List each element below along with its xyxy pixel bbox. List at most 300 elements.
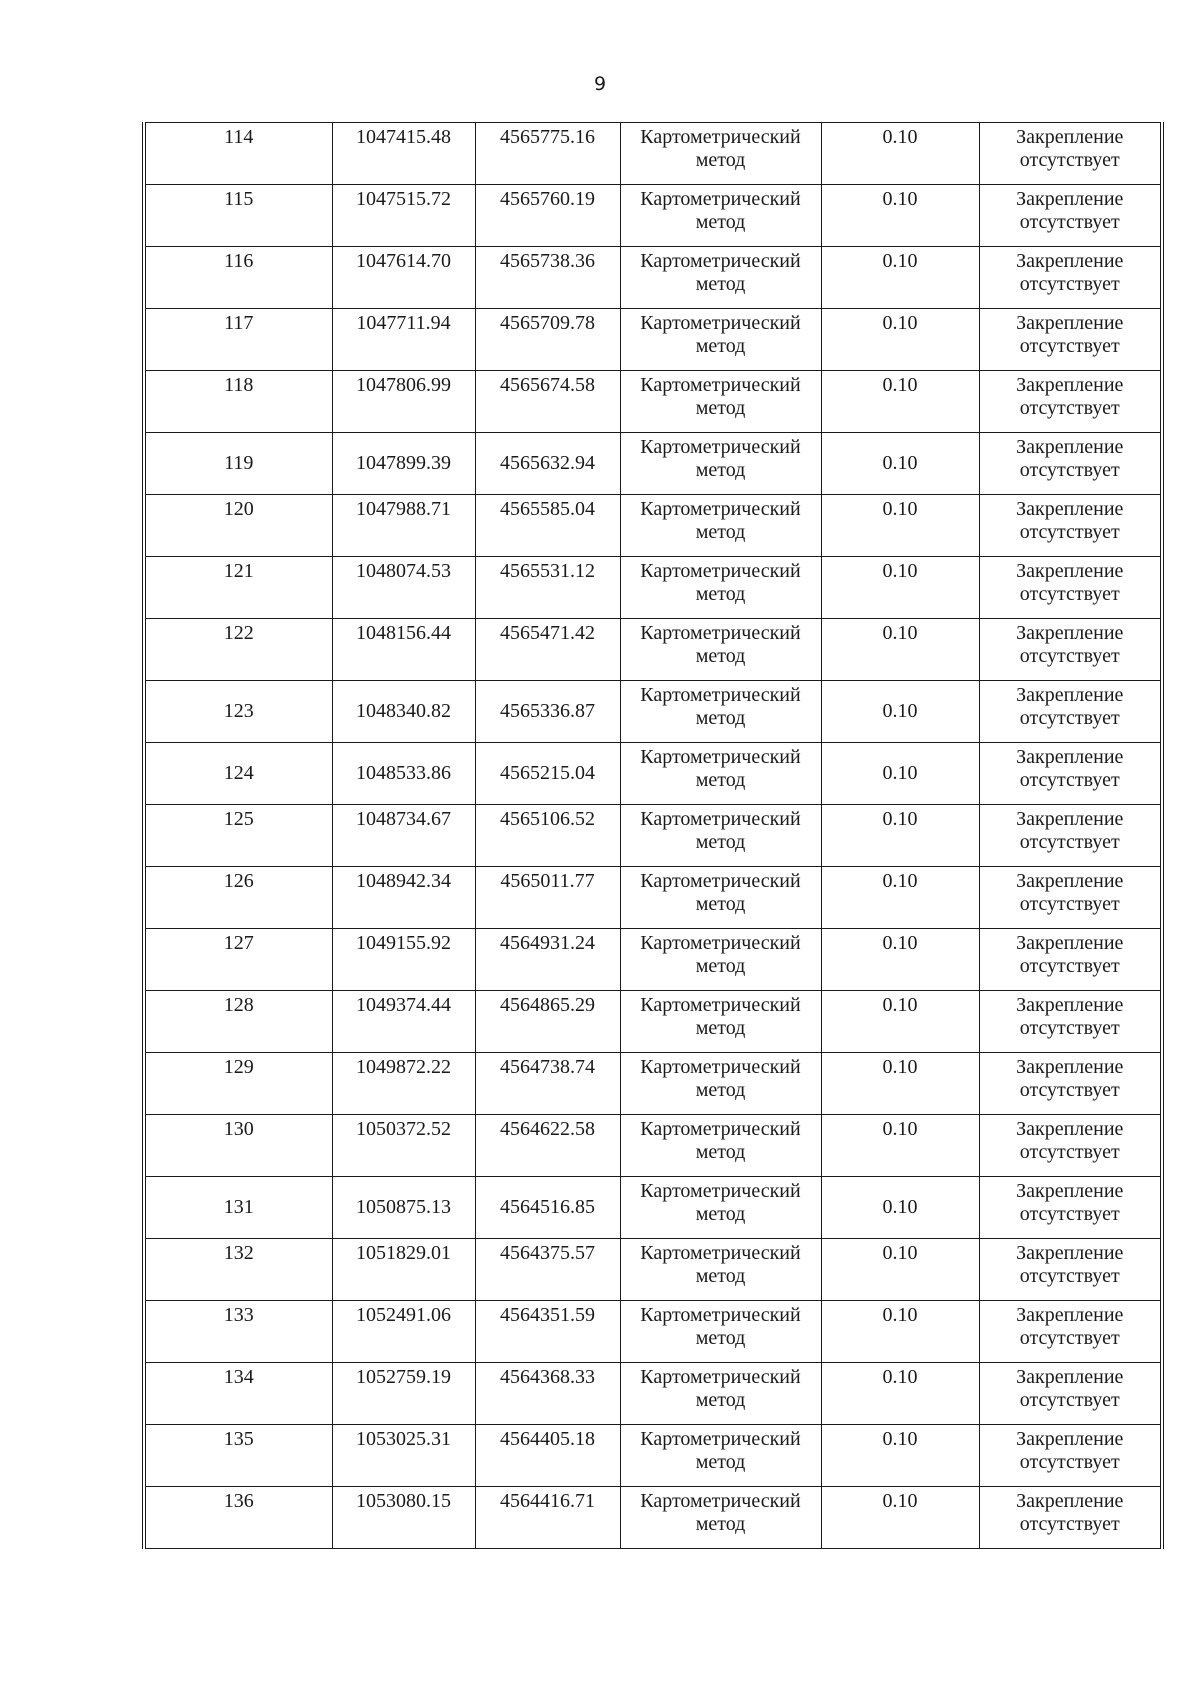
table-row [146, 1239, 1160, 1301]
y-coordinate-cell [475, 1425, 620, 1487]
table-row [146, 247, 1160, 309]
y-coordinate-cell [475, 1487, 620, 1549]
method-text-line-1: Картометрический [640, 622, 801, 644]
method-text-line-1: Картометрический [640, 560, 801, 582]
point-number-cell [146, 991, 332, 1053]
accuracy-cell [821, 1301, 979, 1363]
fixing-text-line-2: отсутствует [1019, 831, 1120, 853]
method-cell [620, 1115, 821, 1177]
method-text-line-1: Картометрический [640, 1490, 801, 1512]
method-cell [620, 1239, 821, 1301]
method-cell [620, 247, 821, 309]
method-text-line-1: Картометрический [640, 808, 801, 830]
y-coordinate: 4565738.36 [500, 250, 595, 272]
method-text-line-2: метод [695, 1265, 746, 1287]
fixing-cell [979, 557, 1160, 619]
point-number: 127 [223, 932, 254, 954]
fixing-text-line-1: Закрепление [1016, 250, 1124, 272]
method-text-line-1: Картометрический [640, 498, 801, 520]
x-coordinate-cell [332, 805, 475, 867]
table-row [146, 991, 1160, 1053]
table-row [146, 1301, 1160, 1363]
y-coordinate-cell [475, 309, 620, 371]
table-row [146, 1115, 1160, 1177]
x-coordinate: 1053025.31 [356, 1428, 451, 1450]
y-coordinate: 4564738.74 [500, 1056, 595, 1078]
fixing-cell [979, 1487, 1160, 1549]
y-coordinate: 4564865.29 [500, 994, 595, 1016]
method-text-line-1: Картометрический [640, 126, 801, 148]
point-number: 131 [223, 1196, 254, 1218]
method-text-line-2: метод [695, 521, 746, 543]
y-coordinate: 4565709.78 [500, 312, 595, 334]
x-coordinate: 1048942.34 [356, 870, 451, 892]
fixing-text-line-2: отсутствует [1019, 335, 1120, 357]
method-cell [620, 1053, 821, 1115]
x-coordinate-cell [332, 1425, 475, 1487]
accuracy-value: 0.10 [882, 870, 918, 892]
fixing-cell [979, 619, 1160, 681]
accuracy-value: 0.10 [882, 498, 918, 520]
fixing-text-line-1: Закрепление [1016, 126, 1124, 148]
point-number: 117 [224, 312, 254, 334]
accuracy-value: 0.10 [882, 188, 918, 210]
y-coordinate-cell [475, 1363, 620, 1425]
point-number: 119 [224, 452, 254, 474]
x-coordinate: 1052491.06 [356, 1304, 451, 1326]
table-row [146, 929, 1160, 991]
table-row [146, 867, 1160, 929]
x-coordinate-cell [332, 495, 475, 557]
y-coordinate-cell [475, 371, 620, 433]
table-row [146, 1053, 1160, 1115]
y-coordinate: 4565215.04 [500, 762, 595, 784]
fixing-text-line-2: отсутствует [1019, 1203, 1120, 1225]
point-number: 115 [224, 188, 254, 210]
method-text-line-1: Картометрический [640, 1180, 801, 1202]
method-text-line-1: Картометрический [640, 374, 801, 396]
table-row [146, 557, 1160, 619]
method-cell [620, 123, 821, 185]
point-number: 129 [223, 1056, 254, 1078]
fixing-text-line-2: отсутствует [1019, 397, 1120, 419]
method-text-line-1: Картометрический [640, 746, 801, 768]
method-cell [620, 929, 821, 991]
x-coordinate: 1051829.01 [356, 1242, 451, 1264]
method-text-line-2: метод [695, 1327, 746, 1349]
y-coordinate: 4564516.85 [500, 1196, 595, 1218]
x-coordinate: 1049374.44 [356, 994, 451, 1016]
x-coordinate-cell [332, 681, 475, 743]
method-cell [620, 309, 821, 371]
fixing-cell [979, 371, 1160, 433]
accuracy-cell [821, 1425, 979, 1487]
fixing-text-line-1: Закрепление [1016, 1490, 1124, 1512]
accuracy-value: 0.10 [882, 1366, 918, 1388]
y-coordinate: 4564405.18 [500, 1428, 595, 1450]
accuracy-cell [821, 371, 979, 433]
point-number-cell [146, 1301, 332, 1363]
accuracy-value: 0.10 [882, 452, 918, 474]
x-coordinate: 1048340.82 [356, 700, 451, 722]
point-number: 136 [223, 1490, 254, 1512]
fixing-cell [979, 743, 1160, 805]
y-coordinate: 4564351.59 [500, 1304, 595, 1326]
method-text-line-2: метод [695, 1451, 746, 1473]
fixing-text-line-1: Закрепление [1016, 1242, 1124, 1264]
fixing-text-line-2: отсутствует [1019, 1265, 1120, 1287]
y-coordinate: 4565585.04 [500, 498, 595, 520]
fixing-text-line-1: Закрепление [1016, 436, 1124, 458]
accuracy-value: 0.10 [882, 1242, 918, 1264]
point-number: 130 [223, 1118, 254, 1140]
point-number-cell [146, 619, 332, 681]
method-cell [620, 1363, 821, 1425]
fixing-text-line-2: отсутствует [1019, 583, 1120, 605]
x-coordinate-cell [332, 1177, 475, 1239]
method-text-line-1: Картометрический [640, 1304, 801, 1326]
fixing-text-line-1: Закрепление [1016, 1056, 1124, 1078]
accuracy-cell [821, 681, 979, 743]
fixing-text-line-2: отсутствует [1019, 893, 1120, 915]
method-cell [620, 433, 821, 495]
fixing-cell [979, 309, 1160, 371]
point-number-cell [146, 123, 332, 185]
point-number: 124 [223, 762, 254, 784]
method-cell [620, 1425, 821, 1487]
y-coordinate-cell [475, 1239, 620, 1301]
fixing-text-line-1: Закрепление [1016, 560, 1124, 582]
y-coordinate-cell [475, 123, 620, 185]
point-number-cell [146, 1177, 332, 1239]
fixing-text-line-1: Закрепление [1016, 994, 1124, 1016]
point-number-cell [146, 867, 332, 929]
method-text-line-2: метод [695, 583, 746, 605]
method-cell [620, 867, 821, 929]
accuracy-cell [821, 1239, 979, 1301]
point-number-cell [146, 805, 332, 867]
table-row [146, 1487, 1160, 1549]
fixing-text-line-1: Закрепление [1016, 932, 1124, 954]
y-coordinate: 4565106.52 [500, 808, 595, 830]
fixing-cell [979, 805, 1160, 867]
accuracy-value: 0.10 [882, 1490, 918, 1512]
fixing-cell [979, 867, 1160, 929]
method-text-line-2: метод [695, 645, 746, 667]
method-cell [620, 805, 821, 867]
fixing-cell [979, 247, 1160, 309]
method-text-line-2: метод [695, 1017, 746, 1039]
table-row [146, 495, 1160, 557]
fixing-text-line-1: Закрепление [1016, 1180, 1124, 1202]
y-coordinate-cell [475, 1177, 620, 1239]
method-text-line-1: Картометрический [640, 1242, 801, 1264]
fixing-text-line-1: Закрепление [1016, 188, 1124, 210]
x-coordinate-cell [332, 743, 475, 805]
table-row [146, 371, 1160, 433]
table-row [146, 619, 1160, 681]
y-coordinate-cell [475, 805, 620, 867]
table-row [146, 805, 1160, 867]
fixing-cell [979, 185, 1160, 247]
method-text-line-1: Картометрический [640, 932, 801, 954]
fixing-text-line-2: отсутствует [1019, 769, 1120, 791]
point-number: 123 [223, 700, 254, 722]
y-coordinate-cell [475, 743, 620, 805]
fixing-text-line-2: отсутствует [1019, 273, 1120, 295]
accuracy-value: 0.10 [882, 994, 918, 1016]
method-text-line-2: метод [695, 707, 746, 729]
table-row [146, 1177, 1160, 1239]
method-text-line-2: метод [695, 149, 746, 171]
y-coordinate: 4564375.57 [500, 1242, 595, 1264]
point-number-cell [146, 1487, 332, 1549]
point-number: 126 [223, 870, 254, 892]
point-number: 135 [223, 1428, 254, 1450]
point-number: 128 [223, 994, 254, 1016]
x-coordinate: 1047899.39 [356, 452, 451, 474]
y-coordinate-cell [475, 929, 620, 991]
y-coordinate: 4565674.58 [500, 374, 595, 396]
accuracy-value: 0.10 [882, 700, 918, 722]
method-text-line-2: метод [695, 1141, 746, 1163]
x-coordinate-cell [332, 1239, 475, 1301]
method-text-line-2: метод [695, 211, 746, 233]
point-number: 132 [223, 1242, 254, 1264]
fixing-cell [979, 1301, 1160, 1363]
x-coordinate-cell [332, 433, 475, 495]
x-coordinate: 1053080.15 [356, 1490, 451, 1512]
table-row [146, 1363, 1160, 1425]
y-coordinate-cell [475, 867, 620, 929]
method-text-line-2: метод [695, 831, 746, 853]
accuracy-cell [821, 123, 979, 185]
fixing-text-line-1: Закрепление [1016, 870, 1124, 892]
point-number: 134 [223, 1366, 254, 1388]
accuracy-cell [821, 433, 979, 495]
x-coordinate: 1050372.52 [356, 1118, 451, 1140]
method-text-line-1: Картометрический [640, 1118, 801, 1140]
fixing-text-line-2: отсутствует [1019, 211, 1120, 233]
method-text-line-1: Картометрический [640, 684, 801, 706]
method-cell [620, 619, 821, 681]
method-text-line-1: Картометрический [640, 870, 801, 892]
fixing-text-line-1: Закрепление [1016, 374, 1124, 396]
x-coordinate-cell [332, 619, 475, 681]
point-number-cell [146, 1239, 332, 1301]
fixing-text-line-2: отсутствует [1019, 645, 1120, 667]
accuracy-cell [821, 557, 979, 619]
fixing-cell [979, 1363, 1160, 1425]
accuracy-value: 0.10 [882, 808, 918, 830]
x-coordinate: 1052759.19 [356, 1366, 451, 1388]
point-number-cell [146, 433, 332, 495]
point-number: 125 [223, 808, 254, 830]
x-coordinate: 1047711.94 [356, 312, 451, 334]
accuracy-cell [821, 805, 979, 867]
method-text-line-2: метод [695, 459, 746, 481]
point-number-cell [146, 929, 332, 991]
y-coordinate: 4564368.33 [500, 1366, 595, 1388]
point-number-cell [146, 1425, 332, 1487]
y-coordinate-cell [475, 433, 620, 495]
fixing-text-line-2: отсутствует [1019, 459, 1120, 481]
method-text-line-1: Картометрический [640, 188, 801, 210]
method-text-line-1: Картометрический [640, 1056, 801, 1078]
fixing-text-line-1: Закрепление [1016, 684, 1124, 706]
accuracy-value: 0.10 [882, 1196, 918, 1218]
y-coordinate-cell [475, 1053, 620, 1115]
x-coordinate: 1047614.70 [356, 250, 451, 272]
fixing-text-line-2: отсутствует [1019, 149, 1120, 171]
y-coordinate-cell [475, 991, 620, 1053]
fixing-text-line-1: Закрепление [1016, 1366, 1124, 1388]
point-number-cell [146, 1363, 332, 1425]
y-coordinate-cell [475, 495, 620, 557]
method-cell [620, 557, 821, 619]
accuracy-value: 0.10 [882, 1304, 918, 1326]
accuracy-value: 0.10 [882, 126, 918, 148]
fixing-text-line-2: отсутствует [1019, 1513, 1120, 1535]
accuracy-cell [821, 1487, 979, 1549]
fixing-text-line-1: Закрепление [1016, 808, 1124, 830]
x-coordinate-cell [332, 1115, 475, 1177]
table-row [146, 681, 1160, 743]
method-cell [620, 371, 821, 433]
accuracy-cell [821, 991, 979, 1053]
point-number-cell [146, 681, 332, 743]
fixing-cell [979, 1115, 1160, 1177]
x-coordinate: 1047806.99 [356, 374, 451, 396]
x-coordinate-cell [332, 371, 475, 433]
accuracy-cell [821, 867, 979, 929]
point-number: 121 [223, 560, 254, 582]
method-text-line-1: Картометрический [640, 1428, 801, 1450]
accuracy-cell [821, 185, 979, 247]
method-text-line-2: метод [695, 1513, 746, 1535]
fixing-cell [979, 1425, 1160, 1487]
accuracy-value: 0.10 [882, 1428, 918, 1450]
point-number-cell [146, 309, 332, 371]
accuracy-value: 0.10 [882, 560, 918, 582]
table-row [146, 185, 1160, 247]
accuracy-value: 0.10 [882, 932, 918, 954]
y-coordinate-cell [475, 247, 620, 309]
x-coordinate-cell [332, 1363, 475, 1425]
point-number: 133 [223, 1304, 254, 1326]
table-row [146, 1425, 1160, 1487]
method-text-line-2: метод [695, 893, 746, 915]
fixing-text-line-1: Закрепление [1016, 746, 1124, 768]
method-text-line-1: Картометрический [640, 250, 801, 272]
point-number-cell [146, 185, 332, 247]
fixing-text-line-2: отсутствует [1019, 955, 1120, 977]
y-coordinate-cell [475, 681, 620, 743]
point-number-cell [146, 495, 332, 557]
method-text-line-2: метод [695, 335, 746, 357]
x-coordinate-cell [332, 1487, 475, 1549]
fixing-cell [979, 1053, 1160, 1115]
y-coordinate: 4565471.42 [500, 622, 595, 644]
x-coordinate-cell [332, 247, 475, 309]
table-row [146, 743, 1160, 805]
x-coordinate-cell [332, 1053, 475, 1115]
point-number: 116 [224, 250, 254, 272]
point-number: 122 [223, 622, 254, 644]
method-text-line-1: Картометрический [640, 312, 801, 334]
accuracy-value: 0.10 [882, 250, 918, 272]
point-number-cell [146, 371, 332, 433]
method-cell [620, 681, 821, 743]
y-coordinate: 4565336.87 [500, 700, 595, 722]
fixing-text-line-1: Закрепление [1016, 1118, 1124, 1140]
point-number: 114 [224, 126, 254, 148]
method-text-line-2: метод [695, 1389, 746, 1411]
method-cell [620, 185, 821, 247]
x-coordinate-cell [332, 867, 475, 929]
y-coordinate-cell [475, 557, 620, 619]
y-coordinate: 4564931.24 [500, 932, 595, 954]
accuracy-value: 0.10 [882, 312, 918, 334]
point-number-cell [146, 247, 332, 309]
accuracy-cell [821, 1363, 979, 1425]
fixing-cell [979, 929, 1160, 991]
x-coordinate-cell [332, 557, 475, 619]
accuracy-cell [821, 743, 979, 805]
accuracy-cell [821, 309, 979, 371]
method-text-line-2: метод [695, 955, 746, 977]
y-coordinate: 4565760.19 [500, 188, 595, 210]
fixing-text-line-1: Закрепление [1016, 1304, 1124, 1326]
x-coordinate-cell [332, 991, 475, 1053]
fixing-text-line-1: Закрепление [1016, 1428, 1124, 1450]
coordinates-table-frame [142, 122, 1164, 1549]
method-cell [620, 1487, 821, 1549]
fixing-text-line-1: Закрепление [1016, 312, 1124, 334]
accuracy-value: 0.10 [882, 1056, 918, 1078]
x-coordinate-cell [332, 123, 475, 185]
y-coordinate-cell [475, 619, 620, 681]
page-number: 9 [593, 73, 607, 95]
fixing-cell [979, 991, 1160, 1053]
x-coordinate-cell [332, 185, 475, 247]
y-coordinate: 4564416.71 [500, 1490, 595, 1512]
method-cell [620, 991, 821, 1053]
x-coordinate: 1049872.22 [356, 1056, 451, 1078]
accuracy-cell [821, 619, 979, 681]
y-coordinate: 4565775.16 [500, 126, 595, 148]
coordinates-table [146, 122, 1160, 1549]
y-coordinate: 4565632.94 [500, 452, 595, 474]
fixing-cell [979, 123, 1160, 185]
fixing-text-line-2: отсутствует [1019, 707, 1120, 729]
point-number-cell [146, 743, 332, 805]
y-coordinate-cell [475, 1115, 620, 1177]
method-cell [620, 495, 821, 557]
table-row [146, 309, 1160, 371]
method-text-line-1: Картометрический [640, 436, 801, 458]
x-coordinate-cell [332, 309, 475, 371]
table-row [146, 123, 1160, 185]
x-coordinate: 1048074.53 [356, 560, 451, 582]
x-coordinate-cell [332, 1301, 475, 1363]
accuracy-value: 0.10 [882, 374, 918, 396]
x-coordinate: 1047415.48 [356, 126, 451, 148]
accuracy-cell [821, 929, 979, 991]
method-cell [620, 743, 821, 805]
accuracy-value: 0.10 [882, 1118, 918, 1140]
method-text-line-2: метод [695, 273, 746, 295]
